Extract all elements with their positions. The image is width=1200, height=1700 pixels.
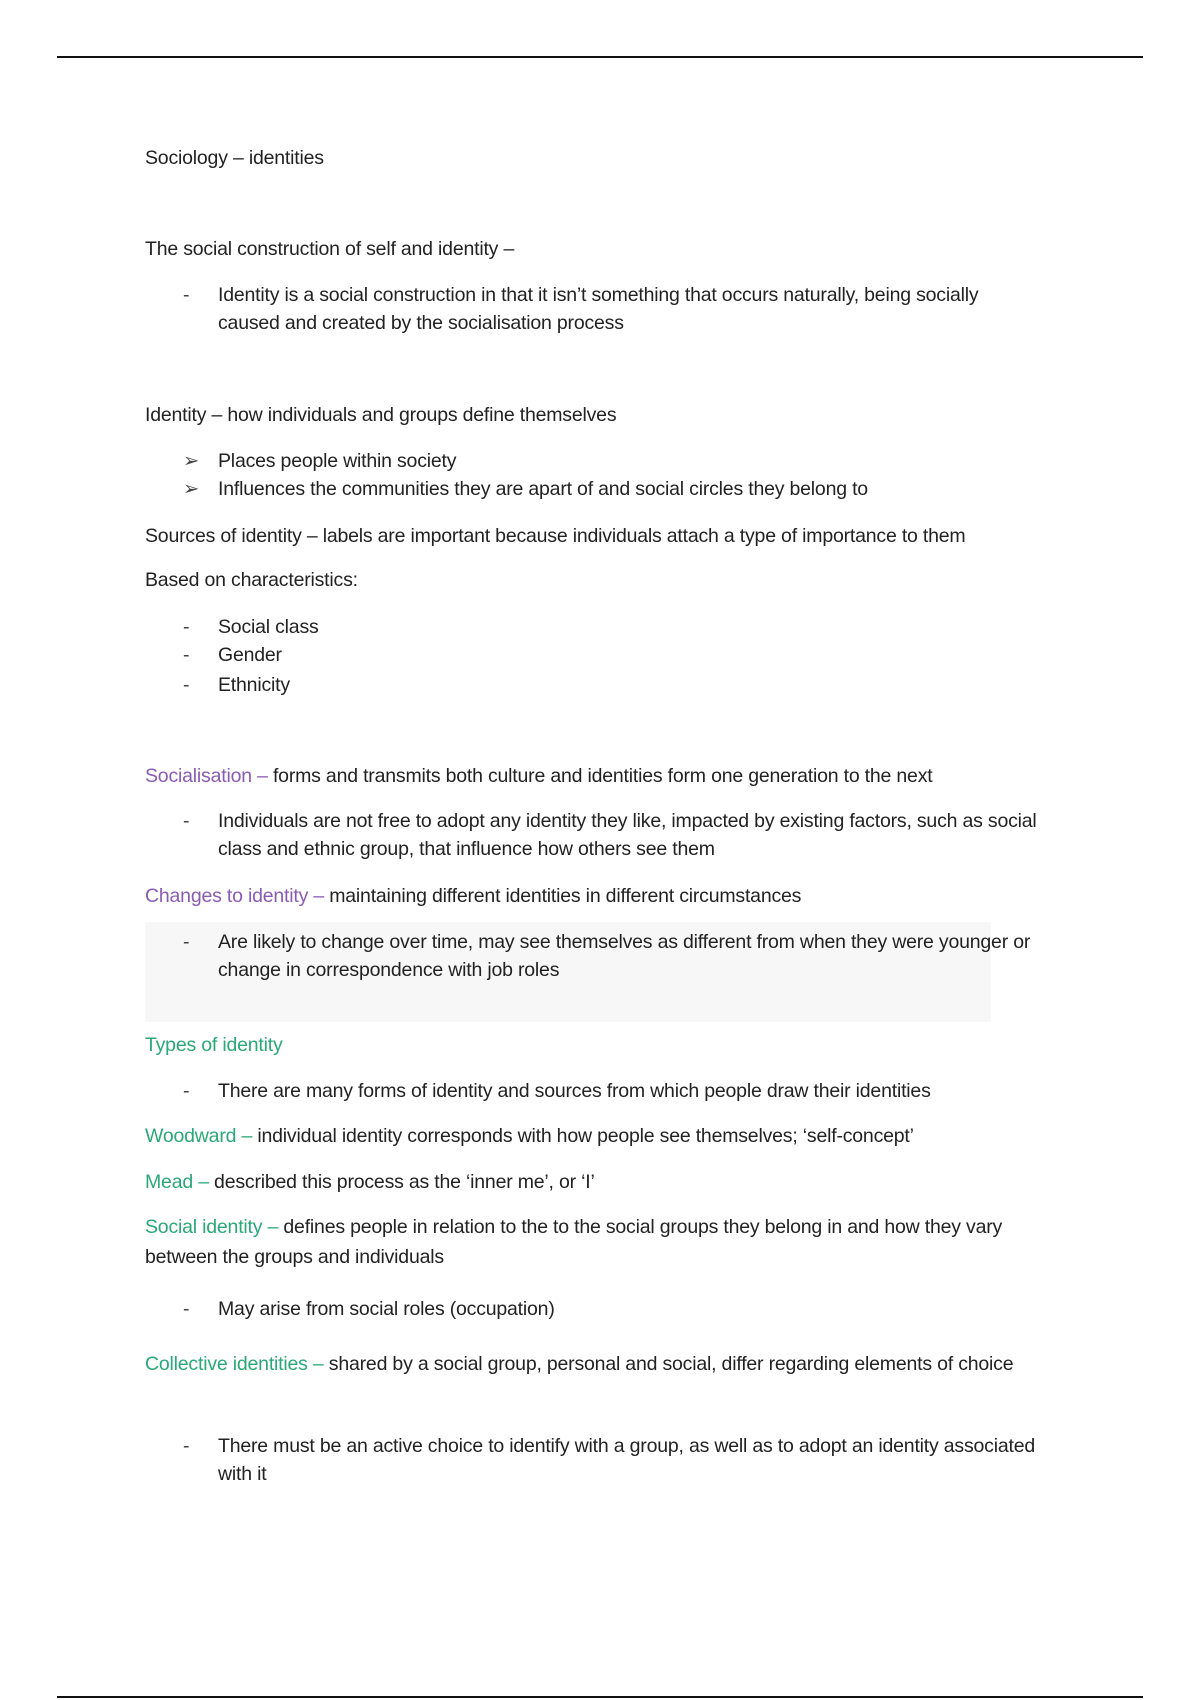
dash-marker: - [183,1080,190,1102]
definition-text: maintaining different identities in different circumstances [324,885,802,907]
list-item-text: There must be an active choice to identify with a group, as well as to adopt an identity associated with it [218,1435,1036,1485]
list-item-text: Identity is a social construction in that it isn’t something that occurs naturally, being socially caused and created by the socialisation process [218,284,979,334]
bottom-rule [57,1696,1143,1698]
social-identity-paragraph [145,1212,1025,1272]
dash-marker: - [183,644,190,666]
socialisation-paragraph [145,762,932,790]
list-item-text: Ethnicity [218,674,290,696]
list-item-text: Gender [218,644,282,666]
changes-paragraph [145,882,801,910]
term-mead: Mead – [145,1171,209,1193]
top-rule [57,56,1143,58]
arrow-marker: ➢ [183,478,200,500]
list-item-text: Individuals are not free to adopt any identity they like, impacted by existing factors, such as social class and ethnic group, that influence how others see them [218,810,1037,860]
term-woodward: Woodward – [145,1125,253,1147]
mead-paragraph [145,1168,595,1196]
dash-marker: - [183,674,190,696]
definition-text: defines people in relation to the to the social groups they belong in and how they vary between the groups and individuals [145,1216,1003,1268]
based-on-line: Based on characteristics: [145,569,358,591]
dash-marker: - [183,616,190,638]
dash-marker: - [183,810,190,832]
list-item-text: There are many forms of identity and sources from which people draw their identities [218,1080,931,1102]
collective-identities-paragraph [145,1349,1025,1379]
dash-marker: - [183,284,190,306]
list-item-text: Social class [218,616,319,638]
definition-text: forms and transmits both culture and identities form one generation to the next [267,765,933,787]
definition-text: described this process as the ‘inner me’, or ‘I’ [208,1171,595,1193]
list-item-text: May arise from social roles (occupation) [218,1298,555,1320]
list-item-text: Are likely to change over time, may see themselves as different from when they were younger or change in correspondence with job roles [218,931,1031,981]
identity-definition: Identity – how individuals and groups define themselves [145,404,617,426]
list-item-text: Influences the communities they are apart of and social circles they belong to [218,478,868,500]
arrow-marker: ➢ [183,450,200,472]
term-changes-to-identity: Changes to identity – [145,885,325,907]
sources-paragraph: Sources of identity – labels are important because individuals attach a type of importance to them [145,525,966,547]
definition-text: individual identity corresponds with how people see themselves; ‘self-concept’ [252,1125,914,1147]
document-title: Sociology – identities [145,147,324,169]
term-collective-identities: Collective identities – [145,1353,324,1375]
woodward-paragraph [145,1122,914,1150]
term-social-identity: Social identity – [145,1216,279,1238]
dash-marker: - [183,1435,190,1457]
definition-text: shared by a social group, personal and social, differ regarding elements of choice [323,1353,1014,1375]
term-socialisation: Socialisation – [145,765,268,787]
types-heading: Types of identity [145,1034,283,1056]
dash-marker: - [183,1298,190,1320]
section-heading: The social construction of self and identity – [145,238,515,260]
list-item-text: Places people within society [218,450,457,472]
dash-marker: - [183,931,190,953]
